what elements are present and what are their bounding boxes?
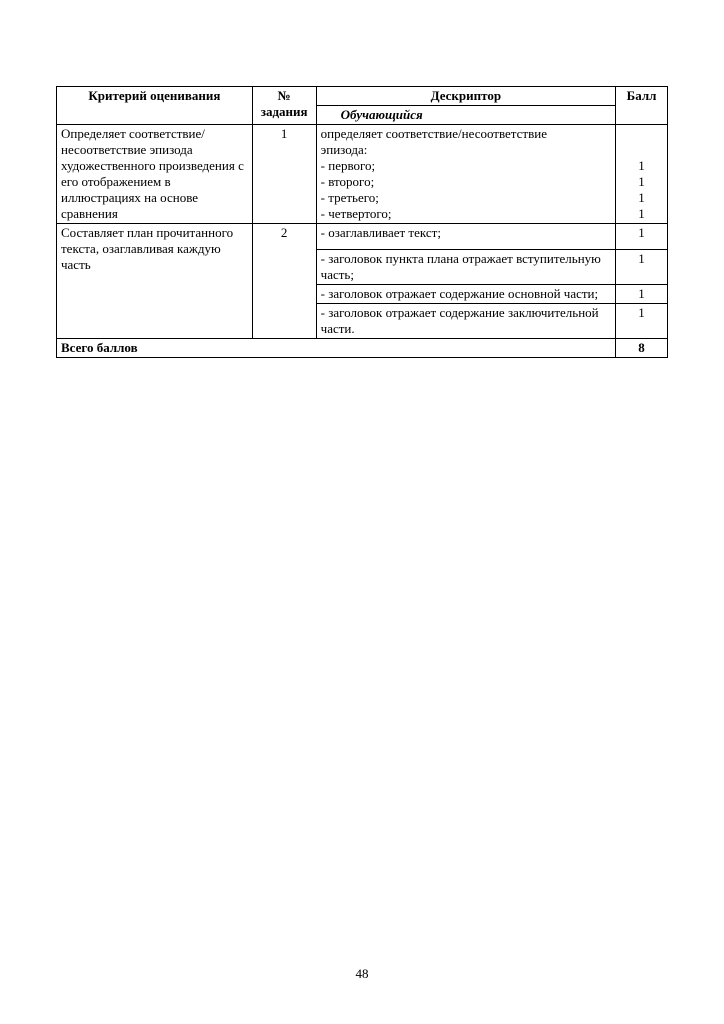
score-value: 1 [638, 206, 645, 221]
table-row [57, 224, 668, 250]
descriptor-cell [316, 125, 615, 224]
table-row [57, 125, 668, 224]
descriptor-line: эпизода: [320, 142, 368, 157]
task-number-cell: 2 [252, 224, 316, 339]
header-student: Обучающийся [316, 106, 615, 125]
header-task-word: задания [260, 104, 308, 119]
header-task-number [252, 87, 316, 125]
score-value: 1 [638, 158, 645, 173]
descriptor-line: - третьего; [320, 190, 379, 205]
score-cell: 1 [616, 285, 668, 304]
assessment-rubric-table [56, 86, 668, 358]
score-cell [616, 125, 668, 224]
criterion-cell: Составляет план прочитанного текста, озаглавливая каждую часть [57, 224, 253, 339]
descriptor-cell: - заголовок пункта плана отражает вступительную часть; [316, 250, 615, 285]
total-row [57, 339, 668, 358]
descriptor-line: - второго; [320, 174, 375, 189]
score-value: 1 [638, 174, 645, 189]
total-value: 8 [616, 339, 668, 358]
page-number: 48 [355, 966, 369, 981]
header-criterion: Критерий оценивания [57, 87, 253, 125]
descriptor-line: - первого; [320, 158, 376, 173]
score-value: 1 [638, 190, 645, 205]
descriptor-cell: - заголовок отражает содержание заключительной части. [316, 304, 615, 339]
header-task-no-symbol: № [277, 88, 291, 103]
descriptor-cell: - заголовок отражает содержание основной части; [316, 285, 615, 304]
descriptor-line: определяет соответствие/несоответствие [320, 126, 547, 141]
task-number-cell: 1 [252, 125, 316, 224]
score-cell: 1 [616, 304, 668, 339]
criterion-cell: Определяет соответствие/ несоответствие эпизода художественного произведения с его отображением в иллюстрациях на основе сравнения [57, 125, 253, 224]
header-score: Балл [616, 87, 668, 125]
descriptor-cell: - озаглавливает текст; [316, 224, 615, 250]
descriptor-line: - четвертого; [320, 206, 392, 221]
header-descriptor: Дескриптор [316, 87, 615, 106]
score-cell: 1 [616, 250, 668, 285]
total-label: Всего баллов [57, 339, 616, 358]
table-header-row [57, 87, 668, 106]
score-cell: 1 [616, 224, 668, 250]
